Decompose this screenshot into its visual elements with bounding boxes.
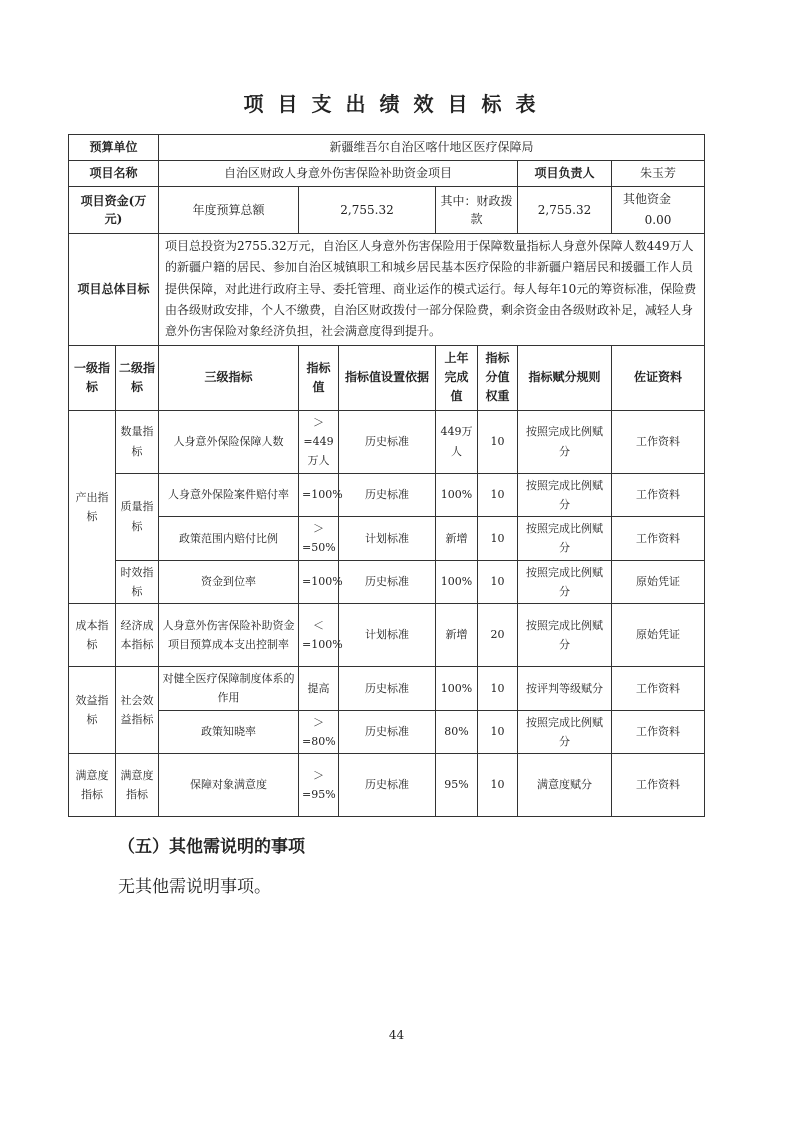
indicator-rule: 按照完成比例赋分 [518, 710, 612, 754]
annual-label: 年度预算总额 [159, 187, 299, 234]
indicator-rule: 按照完成比例赋分 [518, 560, 612, 604]
indicator-evidence: 工作资料 [612, 473, 705, 517]
indicator-name: 保障对象满意度 [159, 754, 299, 817]
group-quantity: 数量指标 [116, 410, 159, 473]
indicator-value: ＞=95% [299, 754, 339, 817]
manager-label: 项目负责人 [518, 161, 612, 187]
indicator-basis: 历史标准 [339, 667, 436, 711]
indicator-prev: 95% [436, 754, 478, 817]
group-econ-cost: 经济成本指标 [116, 604, 159, 667]
table-row [69, 604, 705, 667]
indicator-rule: 按照完成比例赋分 [518, 410, 612, 473]
section-heading: （五）其他需说明的事项 [118, 837, 305, 857]
goal-text: 项目总投资为2755.32万元，自治区人身意外伤害保险用于保障数量指标人身意外保障人数449万人的新疆户籍的居民、参加自治区城镇职工和城乡居民基本医疗保险的非新疆户籍居民和援疆工作人员提供保障，对此进行政府主导、委托管理、商业运作的模式运行。每人每年10元的筹资标准，保险费由各级财政安排，个人不缴费，自治区财政拨付一部分保险费，剩余资金由各级财政补足，减轻人身意外伤害保险对象经济负担，社会满意度得到提升。 [159, 234, 705, 346]
indicator-value: ＞=449万人 [299, 410, 339, 473]
indicator-value: =100% [299, 560, 339, 604]
indicator-weight: 10 [478, 667, 518, 711]
indicator-basis: 历史标准 [339, 710, 436, 754]
header-basis: 指标值设置依据 [339, 345, 436, 410]
header-value: 指标值 [299, 345, 339, 410]
indicator-prev: 100% [436, 560, 478, 604]
indicator-prev: 449万人 [436, 410, 478, 473]
other-value [612, 187, 705, 234]
indicator-evidence: 原始凭证 [612, 604, 705, 667]
indicator-evidence: 工作资料 [612, 410, 705, 473]
table-row [69, 517, 705, 561]
group-timeliness: 时效指标 [116, 560, 159, 604]
header-level2: 二级指标 [116, 345, 159, 410]
indicator-weight: 10 [478, 517, 518, 561]
indicator-weight: 20 [478, 604, 518, 667]
other-label: 其他资金 [623, 192, 672, 206]
other-amount: 0.00 [644, 213, 672, 227]
indicator-basis: 历史标准 [339, 473, 436, 517]
group-cost: 成本指标 [69, 604, 116, 667]
group-social-benefit: 社会效益指标 [116, 667, 159, 754]
indicator-value: =100% [299, 473, 339, 517]
indicator-basis: 历史标准 [339, 410, 436, 473]
header-rule: 指标赋分规则 [518, 345, 612, 410]
indicator-evidence: 工作资料 [612, 754, 705, 817]
project-row [69, 161, 705, 187]
group-output: 产出指标 [69, 410, 116, 603]
fiscal-value: 2,755.32 [518, 187, 612, 234]
indicator-name: 人身意外伤害保险补助资金项目预算成本支出控制率 [159, 604, 299, 667]
indicator-rule: 满意度赋分 [518, 754, 612, 817]
page-number: 44 [388, 1028, 405, 1042]
header-level3: 三级指标 [159, 345, 299, 410]
fiscal-label: 其中：财政拨款 [436, 187, 518, 234]
indicator-evidence: 工作资料 [612, 710, 705, 754]
indicator-weight: 10 [478, 754, 518, 817]
indicator-prev: 100% [436, 473, 478, 517]
table-row [69, 560, 705, 604]
indicator-basis: 历史标准 [339, 560, 436, 604]
indicator-name: 对健全医疗保障制度体系的作用 [159, 667, 299, 711]
indicator-rule: 按照完成比例赋分 [518, 517, 612, 561]
funds-label: 项目资金(万元) [69, 187, 159, 234]
indicator-weight: 10 [478, 473, 518, 517]
page-title: 项目支出绩效目标表 [243, 92, 550, 116]
indicator-prev: 新增 [436, 604, 478, 667]
header-weight: 指标分值权重 [478, 345, 518, 410]
project-label: 项目名称 [69, 161, 159, 187]
indicator-prev: 80% [436, 710, 478, 754]
indicator-weight: 10 [478, 560, 518, 604]
indicator-rule: 按照完成比例赋分 [518, 604, 612, 667]
header-row [69, 345, 705, 410]
indicator-rule: 按照完成比例赋分 [518, 473, 612, 517]
table-row [69, 754, 705, 817]
section-text: 无其他需说明事项。 [118, 877, 271, 897]
indicator-weight: 10 [478, 710, 518, 754]
indicator-name: 人身意外保险案件赔付率 [159, 473, 299, 517]
indicator-evidence: 原始凭证 [612, 560, 705, 604]
group-quality: 质量指标 [116, 473, 159, 560]
unit-row [69, 135, 705, 161]
annual-value: 2,755.32 [299, 187, 436, 234]
indicator-value: ＞=50% [299, 517, 339, 561]
indicator-name: 政策范围内赔付比例 [159, 517, 299, 561]
indicator-basis: 计划标准 [339, 517, 436, 561]
header-level1: 一级指标 [69, 345, 116, 410]
indicator-evidence: 工作资料 [612, 667, 705, 711]
project-value: 自治区财政人身意外伤害保险补助资金项目 [159, 161, 518, 187]
table-row [69, 710, 705, 754]
indicator-weight: 10 [478, 410, 518, 473]
indicator-prev: 新增 [436, 517, 478, 561]
indicator-name: 人身意外保险保障人数 [159, 410, 299, 473]
indicator-rule: 按评判等级赋分 [518, 667, 612, 711]
indicator-basis: 计划标准 [339, 604, 436, 667]
table-row [69, 667, 705, 711]
group-satisfaction-2: 满意度指标 [116, 754, 159, 817]
group-benefit: 效益指标 [69, 667, 116, 754]
indicator-name: 资金到位率 [159, 560, 299, 604]
indicator-prev: 100% [436, 667, 478, 711]
goal-row [69, 234, 705, 346]
indicator-value: 提高 [299, 667, 339, 711]
unit-value: 新疆维吾尔自治区喀什地区医疗保障局 [159, 135, 705, 161]
funds-row [69, 187, 705, 234]
indicator-value: ＜=100% [299, 604, 339, 667]
table-row [69, 410, 705, 473]
manager-value: 朱玉芳 [612, 161, 705, 187]
group-satisfaction: 满意度指标 [69, 754, 116, 817]
unit-label: 预算单位 [69, 135, 159, 161]
indicator-value: ＞=80% [299, 710, 339, 754]
indicator-evidence: 工作资料 [612, 517, 705, 561]
goal-label: 项目总体目标 [69, 234, 159, 346]
header-prev: 上年完成值 [436, 345, 478, 410]
indicator-basis: 历史标准 [339, 754, 436, 817]
performance-table [68, 134, 705, 817]
table-row [69, 473, 705, 517]
header-evidence: 佐证资料 [612, 345, 705, 410]
indicator-name: 政策知晓率 [159, 710, 299, 754]
